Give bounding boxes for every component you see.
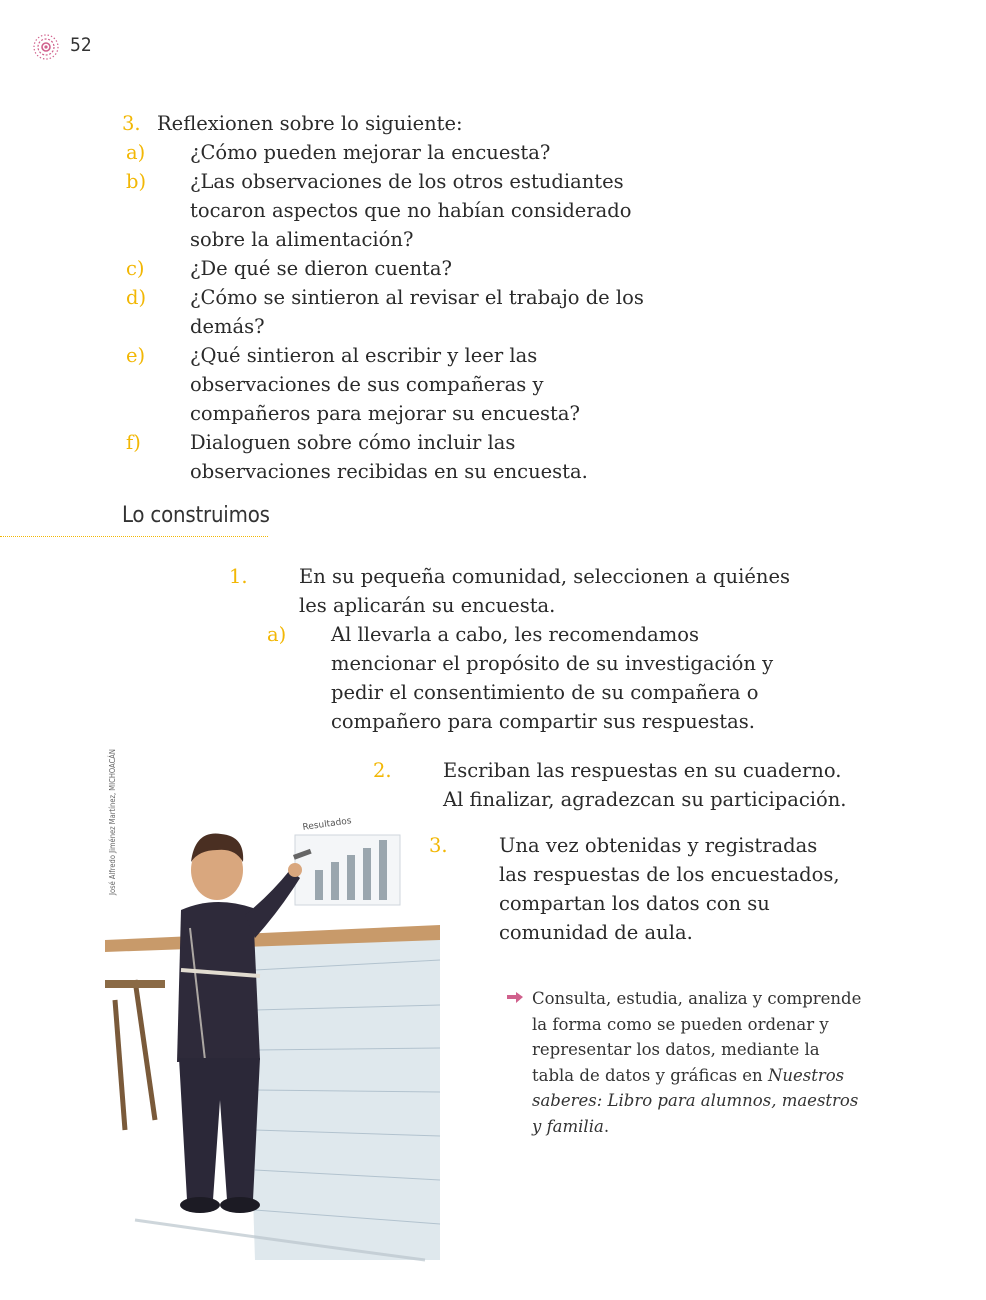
s2-item1-sub-a xyxy=(267,620,819,736)
s2-item3-number: 3. xyxy=(429,834,448,857)
subitem-line: observaciones de sus compañeras y xyxy=(190,373,544,396)
note-italic: y familia xyxy=(532,1116,604,1136)
note-line: la forma como se pueden ordenar y xyxy=(532,1014,829,1034)
item-line: les aplicarán su encuesta. xyxy=(299,594,556,617)
item-line: las respuestas de los encuestados, xyxy=(499,863,840,886)
subitem-line: demás? xyxy=(190,315,265,338)
subitem-line: ¿Cómo pueden mejorar la encuesta? xyxy=(190,141,551,164)
subitem-line: ¿Las observaciones de los otros estudiantes xyxy=(190,170,624,193)
s2-item2-number: 2. xyxy=(373,759,392,782)
s2-item1 xyxy=(229,562,824,620)
subitem-letter: a) xyxy=(126,141,146,164)
subitem-line: compañero para compartir sus respuestas. xyxy=(331,710,755,733)
subitem-line: observaciones recibidas en su encuesta. xyxy=(190,460,588,483)
illustration-credit: José Alfredo Jiménez Martínez, MICHOACÁN xyxy=(108,749,117,895)
item-line: Escriban las respuestas en su cuaderno. xyxy=(443,759,842,782)
section-divider xyxy=(0,536,268,537)
note-line: representar los datos, mediante la xyxy=(532,1040,820,1059)
s2-item1-number: 1. xyxy=(229,565,248,588)
note-italic: Nuestros xyxy=(767,1065,845,1085)
subitem-letter: e) xyxy=(126,344,146,367)
note-line: Consulta, estudia, analiza y comprende xyxy=(532,989,862,1008)
note-tail: . xyxy=(603,1116,610,1136)
s1-subitem-f xyxy=(126,428,678,486)
s1-subitem-d xyxy=(126,283,678,341)
note-text xyxy=(506,986,886,1139)
subitem-line: Al llevarla a cabo, les recomendamos xyxy=(331,623,699,646)
subitem-line: tocaron aspectos que no habían considerado xyxy=(190,199,632,222)
note-italic: saberes: Libro para alumnos, maestros xyxy=(532,1091,859,1110)
sun-ornament-icon xyxy=(30,31,62,63)
subitem-line: ¿De qué se dieron cuenta? xyxy=(190,257,452,280)
subitem-line: pedir el consentimiento de su compañera o xyxy=(331,681,759,704)
subitem-letter: f) xyxy=(126,431,141,454)
subitem-letter: d) xyxy=(126,286,147,309)
note-line: tabla de datos y gráficas en xyxy=(532,1065,768,1085)
subitem-line: Dialoguen sobre cómo incluir las xyxy=(190,431,516,454)
page-number: 52 xyxy=(70,34,92,56)
item-line: comunidad de aula. xyxy=(499,921,693,944)
board-text: Resultados xyxy=(302,816,353,833)
s1-subitem-b xyxy=(126,167,678,254)
s1-subitem-e xyxy=(126,341,678,428)
section-title: Lo construimos xyxy=(122,503,270,528)
s1-subitem-a xyxy=(126,138,678,167)
subitem-line: compañeros para mejorar su encuesta? xyxy=(190,402,580,425)
subitem-line: sobre la alimentación? xyxy=(190,228,414,251)
subitem-letter: a) xyxy=(267,623,287,646)
item-line: Al finalizar, agradezcan su participación. xyxy=(443,788,847,811)
subitem-line: ¿Qué sintieron al escribir y leer las xyxy=(190,344,538,367)
s1-item3 xyxy=(122,109,463,138)
s2-item3 xyxy=(429,831,884,947)
item-line: Una vez obtenidas y registradas xyxy=(499,834,818,857)
s1-item3-number: 3. xyxy=(122,112,141,135)
s2-item2 xyxy=(373,756,878,814)
s1-subitem-list xyxy=(126,138,678,486)
item-line: En su pequeña comunidad, seleccionen a quiénes xyxy=(299,565,790,588)
subitem-letter: c) xyxy=(126,257,145,280)
s1-subitem-c xyxy=(126,254,678,283)
subitem-line: ¿Cómo se sintieron al revisar el trabajo de los xyxy=(190,286,644,309)
s1-item3-text: Reflexionen sobre lo siguiente: xyxy=(157,112,463,135)
item-line: compartan los datos con su xyxy=(499,892,770,915)
boy-at-board-illustration xyxy=(95,800,445,1265)
subitem-line: mencionar el propósito de su investigación y xyxy=(331,652,774,675)
subitem-letter: b) xyxy=(126,170,147,193)
